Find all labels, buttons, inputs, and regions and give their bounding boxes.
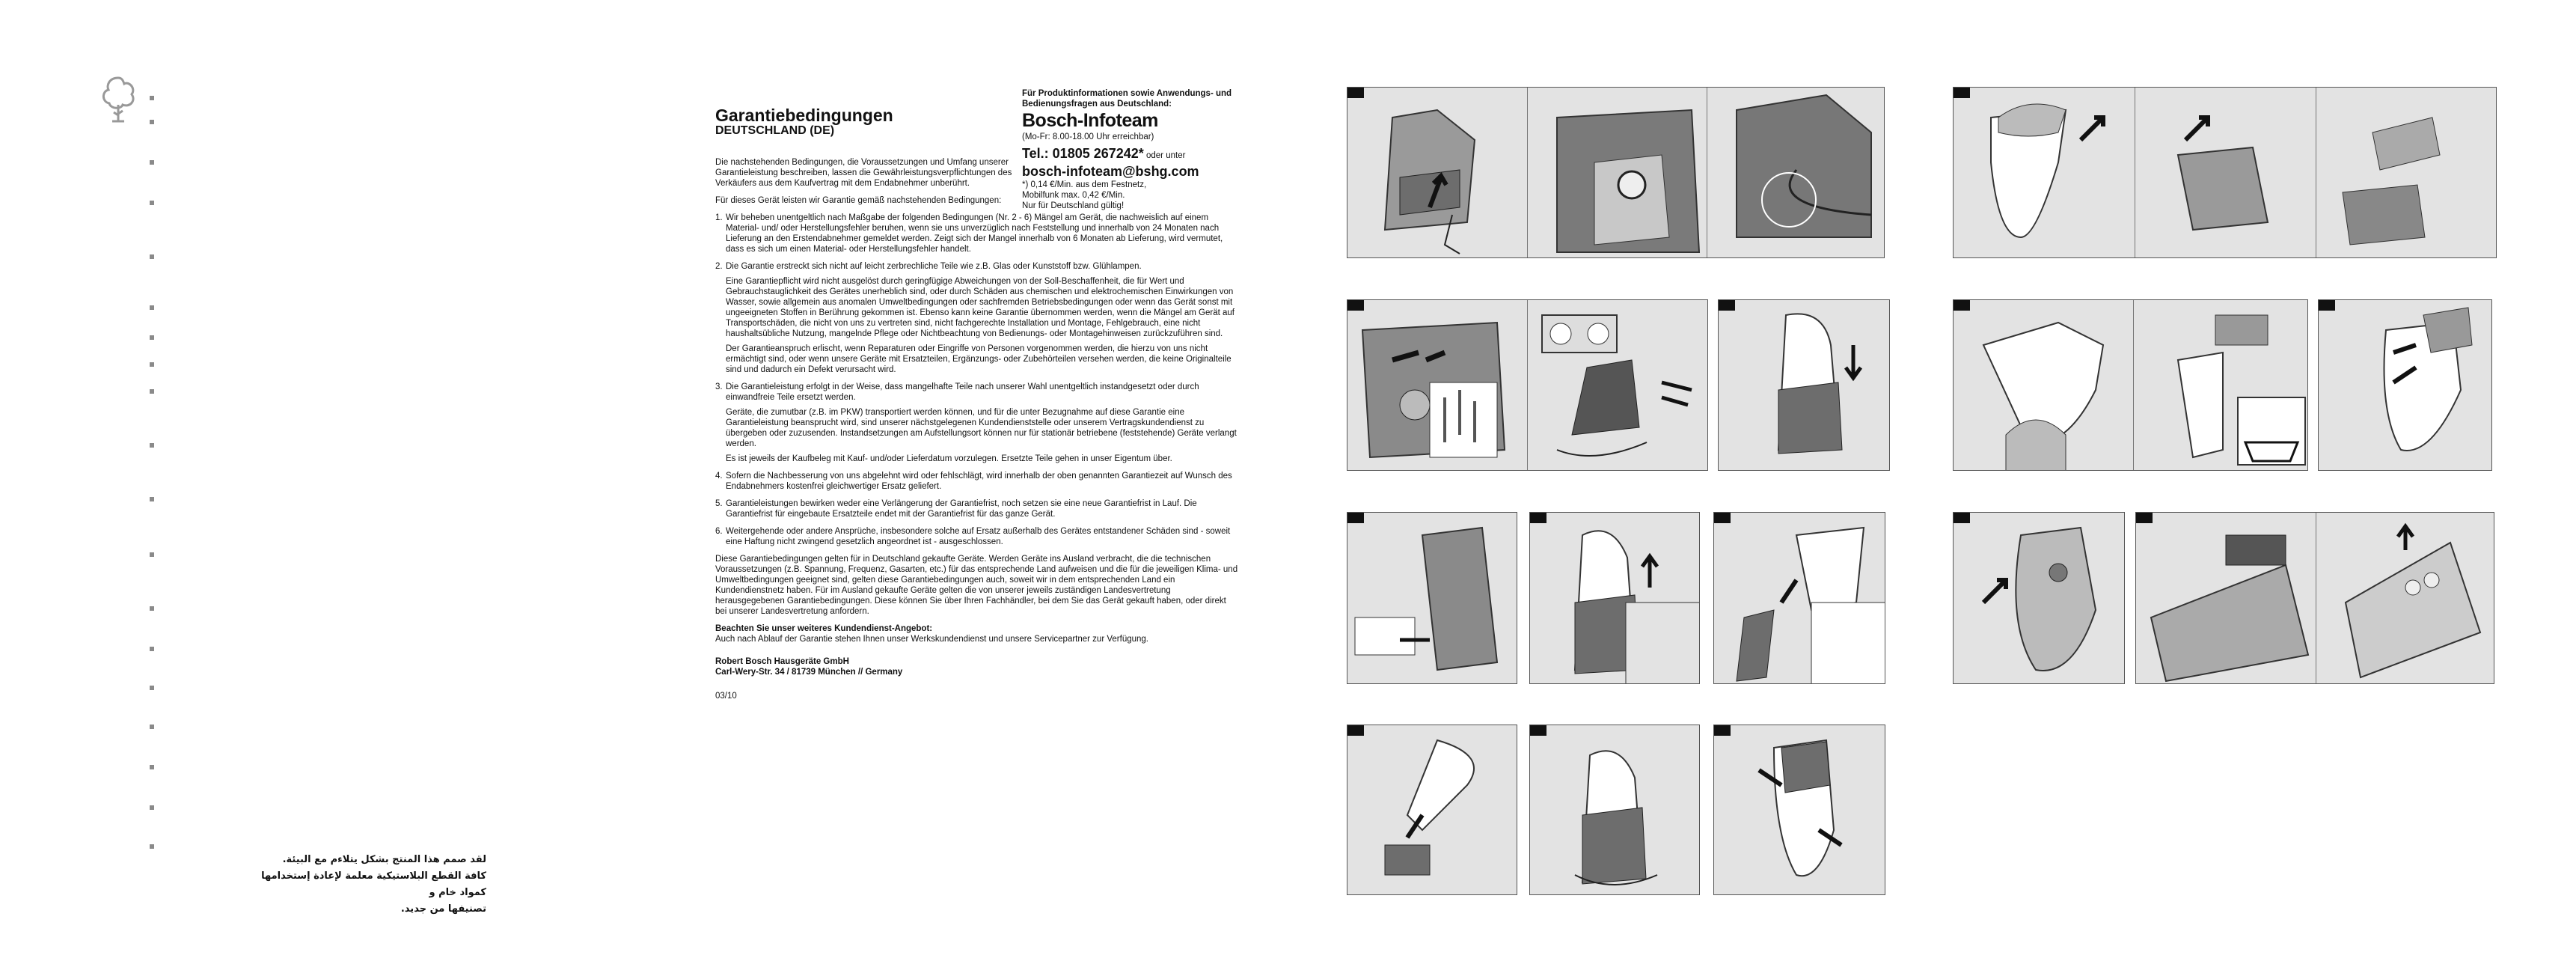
- item-text: Eine Garantiepflicht wird nicht ausgelöst durch geringfügige Abweichungen von der Soll-Beschaffenheit, die für Wert und Gebrauchstauglichkeit des Gerätes unerheblich sind, oder durch Schäden aus chemischen und elektrochemischen Einwirkungen von Wasser, sowie allgemein aus anomalen Umweltbedingungen oder sachfremden Betriebsbedingungen oder wenn das Gerät sonst mit ungeeigneten Stoffen in Berührung gekommen ist. Ebenso kann keine Garantie übernommen werden, wenn die Mängel am Gerät auf Transportschäden, die nicht von uns zu vertreten sind, nicht fachgerechte Installation und Montage, Fehlgebrauch, eine nicht haushaltsübliche Nutzung, mangelnde Pflege oder Nichtbeachtung von Bedienungs- oder Montagehinweisen zurückzuführen sind.: [726, 277, 1235, 338]
- offer-text: Auch nach Ablauf der Garantie stehen Ihnen unser Werkskundendienst und unsere Servicepartner zur Verfügung.: [715, 635, 1148, 644]
- illustration-panel: [1347, 87, 1885, 258]
- item-text: Sofern die Nachbesserung von uns abgelehnt wird oder fehlschlägt, wird innerhalb der oben genannten Garantiezeit auf Wunsch des Endabnehmers kostenfrei gleichwertiger Ersatz geliefert.: [726, 472, 1232, 491]
- guarantee-item: [715, 498, 1239, 519]
- illustration-panel: [1953, 87, 2497, 258]
- company-address: Carl-Wery-Str. 34 / 81739 München // Germany: [715, 668, 903, 677]
- offer-heading: Beachten Sie unser weiteres Kundendienst-Angebot:: [715, 624, 933, 633]
- arabic-line: تصنيفها من جديد.: [400, 903, 486, 915]
- guarantee-item: [715, 213, 1239, 254]
- tree-logo-icon: [96, 72, 141, 126]
- illustration-panel: [1529, 512, 1700, 684]
- illustration-panel: [1529, 725, 1700, 895]
- item-number: 5.: [715, 499, 723, 508]
- info-heading: Für Produktinformationen sowie Anwendungs- und Bedienungsfragen aus Deutschland:: [1022, 89, 1232, 109]
- guarantee-item: [715, 471, 1239, 492]
- item-text: Weitergehende oder andere Ansprüche, insbesondere solche auf Ersatz außerhalb des Gerätes entstandener Schäden sind - soweit eine Haftung nicht zwingend gesetzlich angeordnet ist - ausgeschlossen.: [726, 527, 1231, 546]
- item-text: Wir beheben unentgeltlich nach Maßgabe der folgenden Bedingungen (Nr. 2 - 6) Mängel am Gerät, die nachweislich auf einem Material- und/ oder Herstellungsfehler beruhen, wenn sie uns unverzüglich nach Feststellung und innerhalb von 24 Monaten nach Lieferung an den Erstendabnehmer gemeldet werden. Zeigt sich der Mangel innerhalb von 6 Monaten ab Lieferung, wird vermutet, dass es sich um einen Material- oder Herstellungsfehler handelt.: [726, 213, 1223, 254]
- item-number: 2.: [715, 262, 723, 271]
- phone-suffix: oder unter: [1146, 151, 1186, 160]
- illustration-panel: [1953, 299, 2308, 471]
- brand-name: Bosch-Infoteam: [1022, 110, 1158, 131]
- illustration-panel: [1347, 512, 1517, 684]
- guarantee-title: Garantiebedingungen: [715, 106, 893, 125]
- hours-text: (Mo-Fr: 8.00-18.00 Uhr erreichbar): [1022, 132, 1154, 141]
- item-number: 6.: [715, 527, 723, 536]
- arabic-environment-note: [247, 852, 486, 918]
- guarantee-intro-2: Für dieses Gerät leisten wir Garantie gemäß nachstehenden Bedingungen:: [715, 196, 1002, 205]
- illustration-panel: [2318, 299, 2492, 471]
- item-text: Die Garantie erstreckt sich nicht auf leicht zerbrechliche Teile wie z.B. Glas oder Kunststoff bzw. Glühlampen.: [726, 262, 1142, 271]
- email-link[interactable]: bosch-infoteam@bshg.com: [1022, 164, 1199, 179]
- item-text: Geräte, die zumutbar (z.B. im PKW) transportiert werden können, und für die unter Bezugnahme auf diese Garantie eine Garantieleistung beansprucht wird, sind unserer nächstgelegenen Kundendienststelle oder unserem Vertragskundendienst zu übergeben oder zuzusenden. Instandsetzungen am Aufstellungsort können nur für stationär betriebene (feststehende) Geräte verlangt werden.: [726, 408, 1237, 448]
- guarantee-closing: Diese Garantiebedingungen gelten für in Deutschland gekaufte Geräte. Werden Geräte ins Ausland verbracht, die die technischen Voraussetzungen (z.B. Spannung, Frequenz, Gasarten, etc.) für das entsprechende Land aufweisen und die für die jeweiligen Klima- und Umweltbedingungen geeignet sind, gelten diese Garantiebedingungen auch, soweit wir in dem entsprechenden Land ein Kundendienstnetz haben. Für im Ausland gekaufte Geräte gelten die von unserer jeweils zuständigen Landesvertretung herausgegebenen Garantiebedingungen. Diese können Sie über Ihren Fachhändler, bei dem Sie das Gerät gekauft haben, oder direkt bei unserer Landesvertretung anfordern.: [715, 555, 1238, 616]
- item-number: 3.: [715, 382, 723, 391]
- item-text: Es ist jeweils der Kaufbeleg mit Kauf- und/oder Lieferdatum vorzulegen. Ersetzte Teile gehen in unser Eigentum über.: [726, 454, 1172, 463]
- illustration-panel: [2135, 512, 2494, 684]
- illustration-panel: [1347, 299, 1708, 471]
- illustration-panel: [1347, 725, 1517, 895]
- item-number: 1.: [715, 213, 723, 222]
- illustration-panel: [1953, 512, 2125, 684]
- guarantee-item: [715, 526, 1239, 547]
- info-column: [1022, 88, 1261, 211]
- item-text: Der Garantieanspruch erlischt, wenn Reparaturen oder Eingriffe von Personen vorgenommen werden, die hierzu von uns nicht ermächtigt sind, oder wenn unsere Geräte mit Ersatzteilen, Ergänzungs- oder Zubehörteilen versehen werden, die keine Originalteile sind und dadurch ein Defekt verursacht wird.: [726, 344, 1232, 374]
- guarantee-item: [715, 261, 1239, 375]
- price-note: *) 0,14 €/Min. aus dem Festnetz,: [1022, 180, 1147, 189]
- arabic-line: كافة القطع البلاستيكية معلمة لإعادة إستخدامها كمواد خام و: [261, 870, 486, 898]
- price-note: Mobilfunk max. 0,42 €/Min.: [1022, 191, 1125, 200]
- guarantee-intro: Die nachstehenden Bedingungen, die Voraussetzungen und Umfang unserer Garantieleistung beschreiben, lassen die Gewährleistungsverpflichtungen des Verkäufers aus dem Kaufvertrag mit dem Endabnehmer unberührt.: [715, 158, 1012, 188]
- guarantee-item: [715, 382, 1239, 464]
- item-number: 4.: [715, 472, 723, 481]
- item-text: Garantieleistungen bewirken weder eine Verlängerung der Garantiefrist, noch setzen sie eine neue Garantiefrist in Lauf. Die Garantiefrist für eingebaute Ersatzteile endet mit der Garantiefrist für das ganze Gerät.: [726, 499, 1197, 519]
- phone-number: Tel.: 01805 267242*: [1022, 146, 1144, 161]
- item-text: Die Garantieleistung erfolgt in der Weise, dass mangelhafte Teile nach unserer Wahl unentgeltlich instandgesetzt oder durch einwandfreie Teile ersetzt werden.: [726, 382, 1199, 402]
- guarantee-subtitle: DEUTSCHLAND (DE): [715, 124, 835, 137]
- illustration-panel: [1718, 299, 1890, 471]
- company-name: Robert Bosch Hausgeräte GmbH: [715, 657, 849, 666]
- validity-note: Nur für Deutschland gültig!: [1022, 201, 1125, 210]
- illustration-panel: [1713, 512, 1885, 684]
- arabic-line: لقد صمم هذا المنتج بشكل يتلاءم مع البيئة.: [282, 854, 486, 865]
- document-code: 03/10: [715, 692, 737, 701]
- illustration-panel: [1713, 725, 1885, 895]
